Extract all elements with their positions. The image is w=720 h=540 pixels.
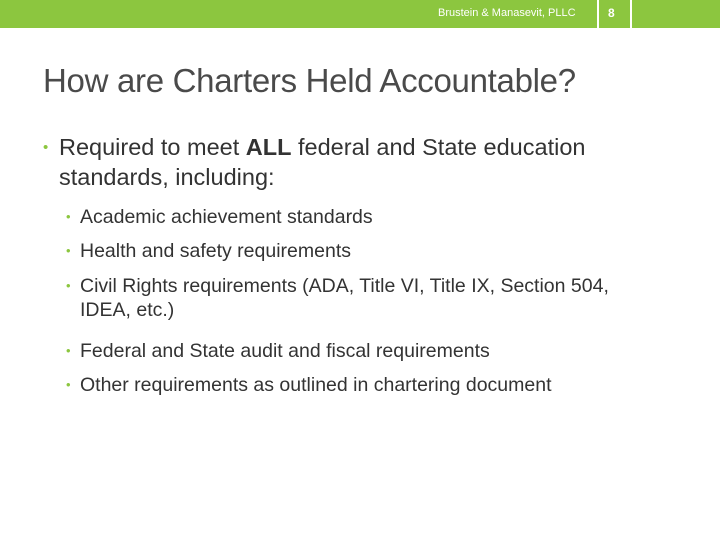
sub-bullet-text: Health and safety requirements bbox=[80, 240, 351, 262]
bullet-dot-icon: • bbox=[66, 343, 71, 358]
sub-bullet-text: Other requirements as outlined in chartering document bbox=[80, 374, 552, 396]
bullet-dot-icon: • bbox=[66, 278, 71, 293]
main-bullet-text bbox=[43, 132, 643, 192]
sub-bullet bbox=[66, 205, 706, 229]
sub-bullet-text: Academic achievement standards bbox=[80, 206, 373, 228]
firm-name: Brustein & Manasevit, PLLC bbox=[438, 7, 576, 19]
header-band bbox=[0, 0, 720, 28]
sub-bullet bbox=[66, 274, 626, 322]
main-bullet-emphasis: ALL bbox=[245, 134, 292, 160]
bullet-dot-icon: • bbox=[66, 377, 71, 392]
bullet-dot-icon: • bbox=[43, 139, 49, 156]
header-divider-left bbox=[597, 0, 599, 28]
sub-bullet bbox=[66, 239, 706, 263]
header-divider-right bbox=[630, 0, 632, 28]
sub-bullet-text: Civil Rights requirements (ADA, Title VI, Title IX, Section 504, IDEA, etc.) bbox=[80, 275, 609, 321]
bullet-dot-icon: • bbox=[66, 243, 71, 258]
sub-bullet bbox=[66, 373, 706, 397]
sub-bullet-text: Federal and State audit and fiscal requirements bbox=[80, 340, 490, 362]
main-bullet-suffix: federal and State education standards, including: bbox=[59, 134, 586, 190]
slide-title: How are Charters Held Accountable? bbox=[43, 62, 576, 99]
page-number: 8 bbox=[608, 6, 615, 20]
sub-bullet bbox=[66, 339, 706, 363]
main-bullet bbox=[43, 132, 643, 192]
main-bullet-prefix: Required to meet bbox=[59, 134, 246, 160]
bullet-dot-icon: • bbox=[66, 209, 71, 224]
